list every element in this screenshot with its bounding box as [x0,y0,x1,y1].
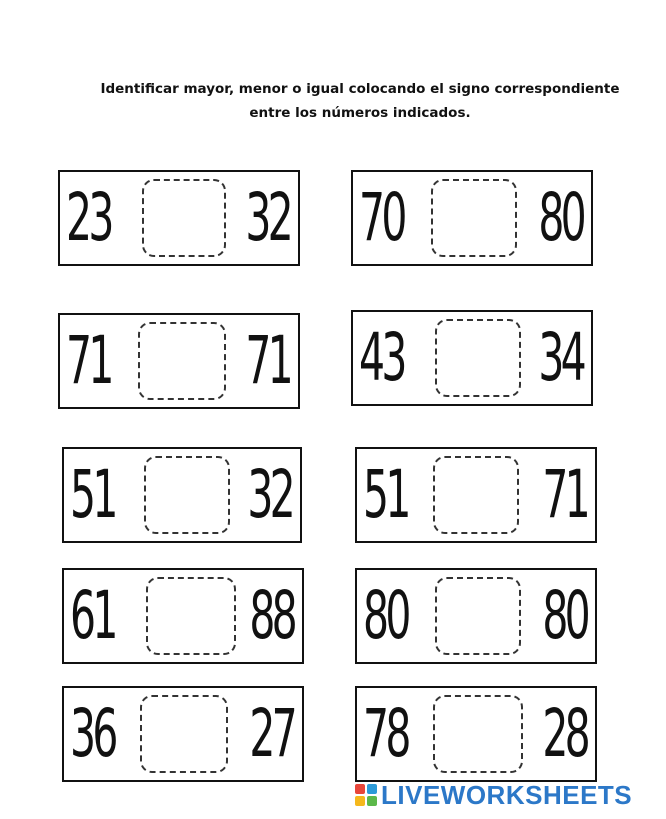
right-number: 80 [538,179,583,256]
answer-box[interactable] [140,695,228,773]
answer-box[interactable] [435,319,521,397]
logo-mark-icon [355,784,377,806]
answer-box[interactable] [435,577,521,655]
right-number: 27 [249,695,294,772]
comparison-card-5 [62,447,302,543]
right-number: 32 [245,179,290,256]
instruction-line-1: Identificar mayor, menor o igual colocando el signo correspondiente [100,81,620,97]
answer-box[interactable] [433,695,523,773]
left-number: 70 [359,179,404,256]
comparison-card-9 [62,686,304,782]
left-number: 43 [359,319,404,396]
left-number: 78 [363,695,408,772]
left-number: 61 [70,577,115,654]
right-number: 28 [542,695,587,772]
comparison-card-10 [355,686,597,782]
answer-box[interactable] [146,577,236,655]
right-number: 71 [542,456,587,533]
answer-box[interactable] [431,179,517,257]
left-number: 71 [66,322,111,399]
left-number: 51 [363,456,408,533]
logo-square [367,784,377,794]
comparison-card-3 [58,313,300,409]
right-number: 34 [538,319,583,396]
logo-square [355,796,365,806]
answer-box[interactable] [433,456,519,534]
answer-box[interactable] [142,179,226,257]
logo-square [367,796,377,806]
instruction-line-2: entre los números indicados. [249,105,471,121]
comparison-card-6 [355,447,597,543]
comparison-card-8 [355,568,597,664]
comparison-card-7 [62,568,304,664]
liveworksheets-logo [355,780,632,810]
right-number: 80 [542,577,587,654]
answer-box[interactable] [138,322,226,400]
logo-square [355,784,365,794]
left-number: 80 [363,577,408,654]
left-number: 23 [66,179,111,256]
right-number: 88 [249,577,294,654]
right-number: 32 [247,456,292,533]
answer-box[interactable] [144,456,230,534]
comparison-card-4 [351,310,593,406]
right-number: 71 [245,322,290,399]
left-number: 36 [70,695,115,772]
comparison-card-1 [58,170,300,266]
left-number: 51 [70,456,115,533]
comparison-card-2 [351,170,593,266]
logo-text: LIVEWORKSHEETS [381,779,633,810]
